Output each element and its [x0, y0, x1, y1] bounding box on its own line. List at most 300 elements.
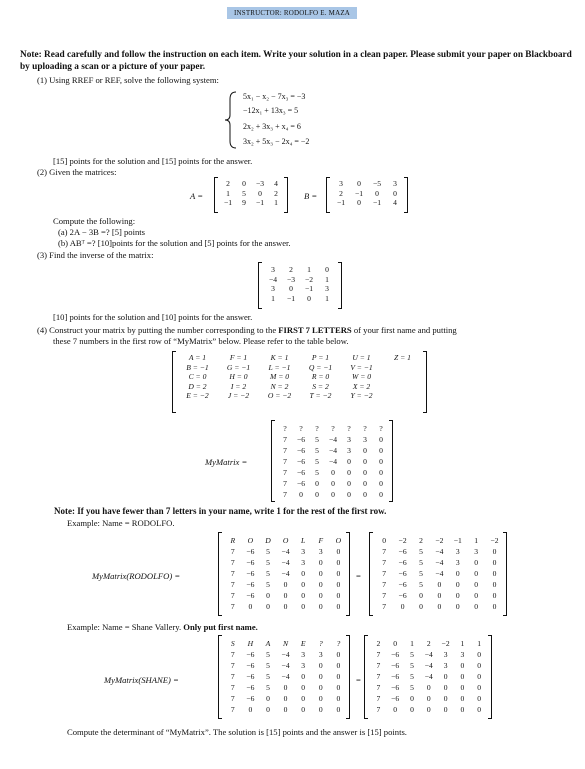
matrix-cell: 0 [379, 490, 383, 499]
matrix-cell: F = 1 [229, 353, 248, 362]
example2-bold: Only put first name. [183, 622, 258, 632]
matrix-cell: 7 [376, 650, 381, 659]
q2-part-a: (a) 2A − 3B =? [5] points [58, 227, 146, 237]
matrix-cell: 0 [336, 661, 341, 670]
matrix-cell: 0 [460, 683, 465, 692]
matrix-cell: −6 [296, 435, 306, 444]
matrix-cell: 0 [336, 705, 341, 714]
matrix-cell: 3 [347, 446, 351, 455]
matrix-cell: 5 [315, 457, 319, 466]
matrix-cell: −2 [304, 274, 314, 284]
matrix-cell: 1 [274, 198, 278, 208]
matrix-cell: −3 [286, 274, 296, 284]
matrix-cell: −2 [435, 536, 444, 545]
matrix-cell: 0 [318, 683, 323, 692]
q1-eq4: 3x₂ + 5x₃ − 2x₄ = −2 [243, 137, 310, 146]
q1-points: [15] points for the solution and [15] points for the answer. [53, 156, 253, 166]
matrix-cell: R = 0 [311, 372, 330, 382]
matrix-cell: F [318, 536, 324, 545]
matrix-cell: 0 [492, 580, 497, 589]
matrix-cell: −5 [372, 179, 382, 188]
matrix-cell [382, 382, 423, 392]
matrix-cell: C = 0 [188, 372, 207, 382]
matrix-cell: −6 [391, 683, 400, 692]
matrix-cell: 1 [460, 639, 465, 648]
matrix-cell: 0 [375, 188, 379, 198]
matrix-cell: Q = −1 [308, 362, 333, 372]
matrix-cell: 0 [318, 705, 323, 714]
matrix-cell: I = 2 [230, 381, 247, 391]
matrix-cell: 0 [301, 705, 306, 714]
matrix-cell: ? [315, 424, 319, 433]
matrix-cell: Z = 1 [394, 353, 411, 362]
matrix-cell: 0 [357, 179, 361, 188]
matrix-cell: 0 [301, 694, 306, 703]
matrix-cell: O [247, 536, 254, 545]
matrix-cell: 3 [474, 547, 479, 556]
matrix-cell: 0 [363, 468, 367, 477]
matrix-cell: 0 [474, 591, 479, 600]
matrix-cell: 5 [266, 580, 270, 589]
matrix-cell: 0 [347, 457, 351, 466]
matrix-cell: 3 [301, 650, 306, 659]
matrix-cell: 3 [339, 179, 343, 188]
matrix-cell: −6 [246, 672, 255, 681]
matrix-cell: 0 [419, 602, 423, 611]
q4-prompt-bold: FIRST 7 LETTERS [278, 325, 352, 335]
matrix-cell: 0 [363, 479, 367, 488]
matrix-cell: 7 [283, 468, 287, 477]
matrix-b-grid [332, 179, 404, 208]
rodolfo-values-grid [375, 535, 504, 612]
matrix-cell: 9 [242, 198, 246, 208]
example1: Example: Name = RODOLFO. [67, 518, 175, 528]
matrix-cell [382, 391, 423, 401]
q2-compute: Compute the following: [53, 216, 136, 226]
matrix-cell: 5 [315, 468, 319, 477]
matrix-cell: 0 [283, 591, 288, 600]
matrix-cell: 5 [419, 547, 423, 556]
matrix-cell: −4 [435, 569, 444, 578]
matrix-cell: 0 [283, 705, 288, 714]
matrix-cell: X = 2 [352, 381, 371, 391]
matrix-cell: −4 [424, 672, 433, 681]
matrix-cell: 0 [315, 479, 319, 488]
matrix-cell: 0 [477, 672, 482, 681]
instructions-note: Note: Read carefully and follow the instruction on each item. Write your solution in a clean paper. Please submit your paper on Blackboard by uploading a scan or a picture of your paper. [20, 50, 572, 72]
matrix-cell [382, 363, 423, 373]
matrix-cell: 0 [331, 479, 335, 488]
matrix-cell: 5 [410, 650, 414, 659]
matrix-cell: −4 [424, 661, 433, 670]
matrix-cell: 2 [426, 639, 431, 648]
matrix-cell: 0 [443, 694, 448, 703]
matrix-cell: 0 [455, 569, 460, 578]
q4-prompt-a: (4) Construct your matrix by putting the number corresponding to the [37, 325, 279, 335]
matrix-cell: ? [299, 424, 303, 433]
matrix-cell: N = 2 [270, 381, 289, 391]
shane-values-grid [370, 638, 488, 715]
equals-sign: = [356, 571, 361, 581]
matrix-cell: −4 [281, 650, 290, 659]
matrix-cell: 7 [283, 446, 287, 455]
q1-eq1: 5x₁ − x₂ − 7x₃ = −3 [243, 92, 306, 101]
matrix-cell: 0 [460, 705, 465, 714]
matrix-cell: −6 [246, 547, 255, 556]
matrix-cell: 0 [379, 435, 383, 444]
matrix-cell: 7 [382, 569, 387, 578]
matrix-cell: 7 [382, 591, 387, 600]
matrix-cell: 0 [307, 293, 311, 303]
matrix-cell: 5 [419, 558, 423, 567]
matrix-cell: −1 [372, 198, 382, 208]
matrix-cell: M = 0 [269, 372, 290, 382]
matrix-cell: 0 [455, 602, 460, 611]
matrix-cell: N [283, 639, 289, 648]
matrix-cell: 5 [266, 558, 270, 567]
matrix-cell: 0 [363, 457, 367, 466]
matrix-cell: 5 [419, 569, 423, 578]
matrix-cell: 0 [318, 591, 323, 600]
matrix-cell: −6 [398, 591, 407, 600]
matrix-cell: J = −2 [227, 391, 250, 401]
matrix-cell [382, 372, 423, 382]
shane-label: MyMatrix(SHANE) = [104, 675, 179, 685]
matrix-cell: 0 [336, 694, 341, 703]
matrix-cell: U = 1 [352, 353, 371, 362]
matrix-cell: 2 [339, 188, 343, 198]
matrix-cell: 0 [248, 602, 253, 611]
matrix-cell: 0 [492, 602, 497, 611]
matrix-cell: −4 [268, 274, 278, 284]
mymatrix [271, 420, 393, 502]
matrix-cell: 0 [318, 694, 323, 703]
matrix-cell: ? [283, 424, 287, 433]
matrix-cell: 5 [419, 580, 423, 589]
matrix-cell: 7 [382, 558, 387, 567]
matrix-cell: −4 [281, 569, 290, 578]
matrix-cell: 5 [266, 661, 270, 670]
matrix-cell: 3 [443, 661, 448, 670]
matrix-cell: 0 [437, 602, 442, 611]
matrix-cell: 0 [318, 661, 323, 670]
matrix-cell: 0 [477, 705, 482, 714]
matrix-a [214, 177, 288, 213]
matrix-cell: D [265, 536, 271, 545]
matrix-cell: 0 [474, 558, 479, 567]
matrix-cell: 0 [474, 580, 479, 589]
matrix-cell: 0 [331, 468, 335, 477]
matrix-cell: 0 [283, 683, 288, 692]
matrix-cell: 0 [363, 446, 367, 455]
matrix-cell: L [301, 536, 306, 545]
matrix-cell: 0 [283, 602, 288, 611]
matrix-cell: 7 [230, 558, 235, 567]
mymatrix-label: MyMatrix = [205, 457, 248, 467]
matrix-cell: W = 0 [351, 372, 372, 382]
matrix-cell: 3 [325, 284, 329, 294]
matrix-cell: 0 [474, 569, 479, 578]
matrix-cell: 7 [230, 547, 235, 556]
matrix-cell: 0 [443, 705, 448, 714]
matrix-cell: 0 [363, 490, 367, 499]
matrix-cell: 0 [492, 591, 497, 600]
matrix-cell: 5 [266, 650, 270, 659]
matrix-cell: 5 [266, 672, 270, 681]
matrix-cell: −1 [255, 198, 265, 208]
matrix-cell: −4 [281, 558, 290, 567]
matrix-cell: 0 [443, 672, 448, 681]
matrix-cell: 0 [455, 580, 460, 589]
matrix-cell: O = −2 [267, 391, 292, 401]
matrix-cell: 7 [376, 672, 381, 681]
q1-prompt: (1) Using RREF or REF, solve the following system: [37, 75, 219, 85]
matrix-cell: V = −1 [350, 362, 373, 372]
matrix-cell: 0 [336, 558, 341, 567]
matrix-cell: 0 [460, 661, 465, 670]
matrix-cell: 7 [230, 694, 235, 703]
matrix-cell: B = −1 [186, 362, 209, 372]
matrix-cell: 3 [271, 284, 275, 294]
matrix-cell: 7 [230, 650, 235, 659]
matrix-cell: 0 [318, 569, 323, 578]
matrix-cell: 4 [274, 179, 278, 188]
matrix-cell: 5 [266, 683, 270, 692]
matrix-cell: 0 [460, 694, 465, 703]
matrix-cell: 1 [410, 639, 414, 648]
matrix-cell: −4 [435, 547, 444, 556]
matrix-cell: 3 [301, 558, 306, 567]
matrix-cell: 0 [299, 490, 303, 499]
matrix-cell: 0 [400, 602, 405, 611]
matrix-cell: 0 [455, 591, 460, 600]
matrix-cell: 3 [393, 179, 397, 188]
matrix-cell: −1 [286, 293, 296, 303]
matrix-cell: 0 [325, 265, 329, 274]
matrix-cell: 0 [382, 536, 387, 545]
matrix-cell: 0 [379, 446, 383, 455]
matrix-cell: 0 [283, 694, 288, 703]
matrix-cell: Y = −2 [350, 391, 373, 401]
matrix-cell: 0 [443, 683, 448, 692]
matrix-cell: 3 [347, 435, 351, 444]
matrix-cell: −4 [281, 672, 290, 681]
matrix-cell: −6 [246, 558, 255, 567]
matrix-cell: 0 [419, 591, 423, 600]
matrix-cell: G = −1 [226, 362, 251, 372]
matrix-cell: 0 [336, 547, 341, 556]
matrix-cell: 0 [460, 672, 465, 681]
matrix-cell: 0 [347, 468, 351, 477]
matrix-cell: 1 [474, 536, 479, 545]
matrix-cell: 7 [382, 547, 387, 556]
matrix-cell: 0 [301, 591, 306, 600]
rodolfo-values-matrix [369, 532, 507, 616]
matrix-cell: 0 [474, 602, 479, 611]
matrix-cell: 0 [492, 558, 497, 567]
matrix-cell: 0 [283, 580, 288, 589]
rodolfo-label: MyMatrix(RODOLFO) = [92, 571, 181, 581]
matrix-cell: 5 [410, 661, 414, 670]
matrix-cell: K = 1 [270, 353, 289, 362]
matrix-cell: 2 [289, 265, 293, 274]
matrix-inverse-grid [264, 265, 336, 303]
matrix-cell: 0 [426, 705, 431, 714]
matrix-cell: −2 [441, 639, 450, 648]
matrix-cell: −6 [398, 580, 407, 589]
matrix-cell: ? [331, 424, 335, 433]
matrix-cell: 5 [242, 188, 246, 198]
matrix-cell: 0 [318, 580, 323, 589]
matrix-cell: 0 [357, 198, 361, 208]
shane-letters-grid [224, 638, 347, 715]
matrix-cell: 0 [477, 683, 482, 692]
matrix-cell: 0 [347, 479, 351, 488]
matrix-cell: 4 [393, 198, 397, 208]
letter-table [172, 351, 427, 413]
matrix-cell: 3 [318, 547, 323, 556]
matrix-cell: 7 [230, 705, 235, 714]
matrix-cell: L = −1 [268, 362, 291, 372]
matrix-cell: 0 [266, 591, 270, 600]
matrix-cell: 5 [410, 672, 414, 681]
matrix-cell: −6 [246, 694, 255, 703]
matrix-cell: 7 [230, 602, 235, 611]
matrix-cell: −4 [281, 661, 290, 670]
matrix-cell: 3 [363, 435, 367, 444]
matrix-cell: ? [363, 424, 367, 433]
matrix-cell: −6 [296, 479, 306, 488]
matrix-cell: 2 [419, 536, 423, 545]
matrix-cell: 0 [242, 179, 246, 188]
matrix-cell: 7 [382, 602, 387, 611]
matrix-cell: ? [318, 639, 323, 648]
matrix-cell: 7 [283, 490, 287, 499]
matrix-cell: 7 [230, 672, 235, 681]
matrix-cell: 7 [376, 683, 381, 692]
matrix-a-grid [220, 179, 284, 208]
matrix-cell: −3 [255, 179, 265, 188]
matrix-cell: 7 [230, 580, 235, 589]
q1-eq3: 2x₂ + 3x₃ + x₄ = 6 [243, 122, 301, 131]
matrix-cell: E = −2 [186, 391, 209, 401]
matrix-inverse [258, 262, 342, 309]
matrix-cell: 1 [226, 188, 230, 198]
matrix-a-label: A = [190, 191, 204, 201]
matrix-cell: 3 [455, 558, 460, 567]
q2-part-b: (b) ABᵀ =? [10]points for the solution and [5] points for the answer. [58, 238, 291, 248]
matrix-cell: −6 [246, 650, 255, 659]
matrix-cell: H [247, 639, 254, 648]
matrix-cell: 0 [318, 672, 323, 681]
matrix-cell: 0 [347, 490, 351, 499]
letter-table-grid [177, 353, 423, 401]
matrix-cell: 5 [266, 547, 270, 556]
matrix-cell: H = 0 [229, 372, 248, 382]
matrix-cell: 0 [393, 188, 397, 198]
matrix-cell: ? [379, 424, 383, 433]
matrix-cell: 0 [336, 591, 341, 600]
matrix-cell: −6 [391, 694, 400, 703]
example2 [67, 622, 258, 632]
matrix-cell: 2 [376, 639, 381, 648]
matrix-cell: 0 [336, 650, 341, 659]
brace-icon [224, 91, 238, 149]
q2-prompt: (2) Given the matrices: [37, 167, 117, 177]
matrix-cell: −1 [336, 198, 346, 208]
matrix-cell: −1 [223, 198, 233, 208]
matrix-cell: 1 [307, 265, 311, 274]
matrix-cell: O [282, 536, 289, 545]
matrix-cell: E [300, 639, 306, 648]
matrix-cell: 3 [301, 661, 306, 670]
matrix-cell: 1 [271, 293, 275, 303]
matrix-cell: 7 [382, 580, 387, 589]
matrix-cell: −2 [398, 536, 407, 545]
matrix-cell: 3 [455, 547, 460, 556]
matrix-cell: −2 [490, 536, 499, 545]
matrix-cell: 5 [315, 446, 319, 455]
q4-prompt-b: of your first name and putting [351, 325, 457, 335]
matrix-cell: 2 [274, 188, 278, 198]
matrix-cell: A [265, 639, 271, 648]
matrix-cell: −4 [328, 435, 338, 444]
matrix-cell: 5 [410, 683, 414, 692]
q4-final: Compute the determinant of “MyMatrix”. The solution is [15] points and the answer is [15] points. [67, 727, 407, 737]
matrix-cell: 0 [477, 650, 482, 659]
matrix-cell: 0 [318, 558, 323, 567]
matrix-cell: −6 [398, 569, 407, 578]
matrix-cell: −6 [296, 468, 306, 477]
matrix-cell: −1 [304, 284, 314, 294]
matrix-cell: 1 [477, 639, 482, 648]
matrix-cell: 0 [301, 683, 306, 692]
matrix-cell: 5 [266, 569, 270, 578]
matrix-b [326, 177, 408, 213]
example2-text: Example: Name = Shane Vallery. [67, 622, 184, 632]
matrix-cell: 1 [325, 293, 329, 303]
matrix-b-label: B = [304, 191, 318, 201]
matrix-cell: 1 [325, 274, 329, 284]
matrix-cell: 0 [379, 479, 383, 488]
matrix-cell: S [230, 639, 235, 648]
matrix-cell: 0 [437, 591, 442, 600]
matrix-cell: 7 [376, 661, 381, 670]
matrix-cell: 7 [230, 569, 235, 578]
matrix-cell: −1 [453, 536, 462, 545]
matrix-cell: 0 [336, 672, 341, 681]
matrix-cell: −6 [246, 569, 255, 578]
matrix-cell: 0 [301, 602, 306, 611]
matrix-cell: 3 [271, 265, 275, 274]
matrix-cell: 0 [437, 580, 442, 589]
matrix-cell: A = 1 [188, 353, 207, 362]
matrix-cell: −4 [328, 457, 338, 466]
matrix-cell: 0 [426, 694, 431, 703]
matrix-cell: 0 [336, 602, 341, 611]
matrix-cell: −6 [246, 661, 255, 670]
matrix-cell: 0 [266, 705, 270, 714]
q3-prompt: (3) Find the inverse of the matrix: [37, 250, 154, 260]
matrix-cell: ? [336, 639, 341, 648]
matrix-cell: −4 [424, 650, 433, 659]
matrix-cell: 2 [226, 179, 230, 188]
matrix-cell: 7 [230, 591, 235, 600]
equals-sign: = [356, 675, 361, 685]
matrix-cell: −6 [391, 672, 400, 681]
matrix-cell: 0 [266, 694, 270, 703]
matrix-cell: −6 [296, 457, 306, 466]
